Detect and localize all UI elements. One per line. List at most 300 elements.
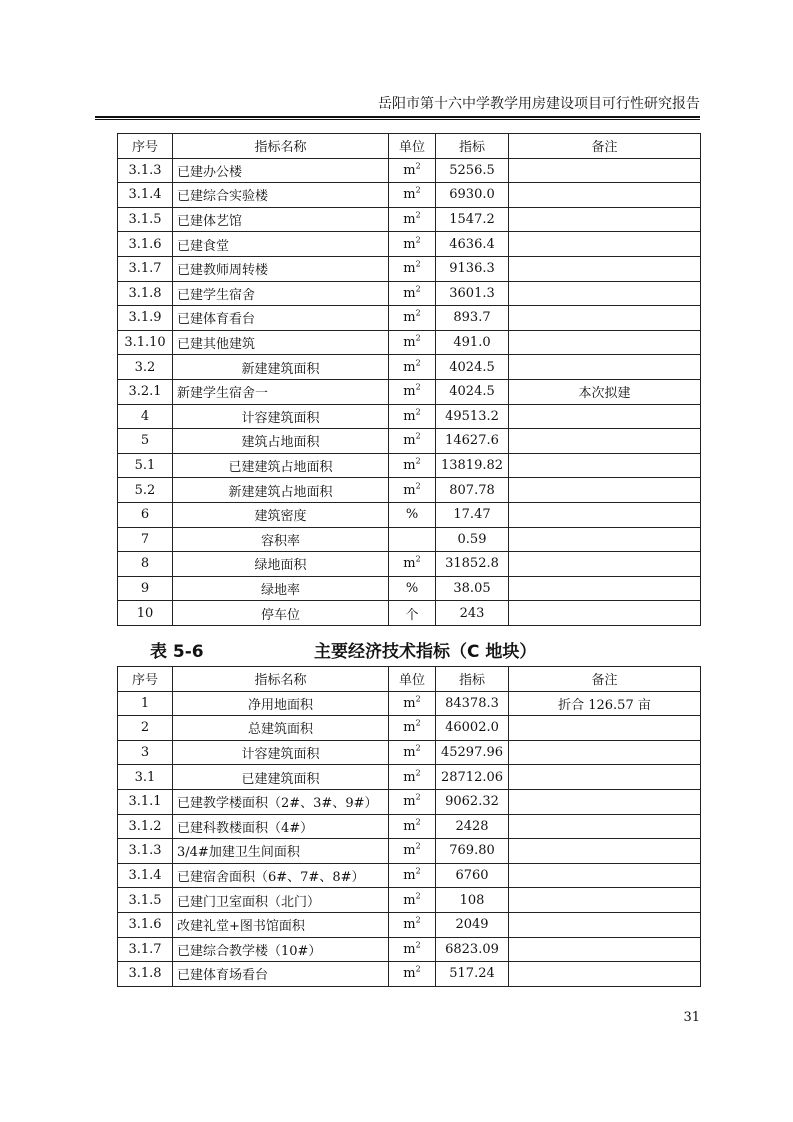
indicator-value-text: 38.05: [453, 580, 491, 596]
indicator-name-cell: [173, 789, 389, 814]
row-number-text: 3.1.4: [128, 187, 162, 203]
unit-cell: [389, 962, 436, 987]
indicator-name-text: 停车位: [260, 607, 300, 623]
indicator-value-text: 5256.5: [449, 162, 495, 178]
row-number-cell: [118, 429, 173, 454]
indicator-value-cell: [436, 601, 509, 626]
unit-superscript: 2: [415, 719, 421, 729]
indicator-value-cell: [436, 527, 509, 552]
unit-text: m: [403, 285, 416, 301]
indicator-value-cell: [436, 404, 509, 429]
unit-cell: [389, 502, 436, 527]
indicator-value-cell: [436, 888, 509, 913]
remark-cell: [509, 552, 701, 577]
row-number-text: 5: [140, 433, 150, 449]
indicator-name-cell: [173, 691, 389, 716]
unit-cell: [389, 863, 436, 888]
row-number-cell: [118, 527, 173, 552]
row-number-cell: [118, 502, 173, 527]
unit-cell: [389, 839, 436, 864]
remark-cell: [509, 232, 701, 257]
indicator-name-cell: [173, 765, 389, 790]
unit-text: m: [403, 556, 416, 572]
indicator-name-cell: [173, 232, 389, 257]
indicator-value-cell: [436, 478, 509, 503]
header-unit: 单位: [389, 134, 436, 159]
indicator-value-cell: [436, 330, 509, 355]
unit-superscript: 2: [415, 284, 421, 294]
row-number-cell: [118, 207, 173, 232]
unit-superscript: 2: [415, 186, 421, 196]
unit-cell: [389, 429, 436, 454]
row-number-text: 5.1: [134, 458, 156, 474]
table-row: [118, 281, 701, 306]
indicator-name-cell: [173, 937, 389, 962]
indicator-name-cell: [173, 814, 389, 839]
row-number-cell: [118, 740, 173, 765]
indicator-value-text: 491.0: [453, 335, 491, 351]
indicator-value-cell: [436, 429, 509, 454]
row-number-text: 3.1: [134, 769, 156, 785]
indicator-value-cell: [436, 158, 509, 183]
row-number-text: 3: [140, 745, 150, 761]
table-row: [118, 814, 701, 839]
unit-text: m: [403, 917, 416, 933]
indicator-name-cell: [173, 478, 389, 503]
unit-superscript: 2: [415, 481, 421, 491]
table-row: [118, 888, 701, 913]
row-number-cell: [118, 912, 173, 937]
row-number-cell: [118, 888, 173, 913]
unit-superscript: 2: [415, 940, 421, 950]
remark-cell: [509, 937, 701, 962]
row-number-text: 4: [140, 408, 150, 424]
table-row: [118, 576, 701, 601]
header-unit: 单位: [389, 667, 436, 692]
unit-cell: [389, 306, 436, 331]
indicator-name-text: 建筑密度: [254, 509, 307, 525]
indicator-value-cell: [436, 502, 509, 527]
row-number-cell: [118, 601, 173, 626]
table-row: [118, 962, 701, 987]
unit-cell: [389, 576, 436, 601]
unit-superscript: 2: [415, 333, 421, 343]
unit-cell: [389, 478, 436, 503]
unit-superscript: 2: [415, 456, 421, 466]
unit-text: m: [403, 966, 416, 982]
row-number-text: 3.1.4: [128, 868, 162, 884]
table-row: [118, 404, 701, 429]
unit-cell: [389, 740, 436, 765]
unit-text: %: [405, 507, 419, 523]
indicator-name-text: 已建教师周转楼: [177, 263, 269, 279]
row-number-cell: [118, 330, 173, 355]
running-header: 岳阳市第十六中学教学用房建设项目可行性研究报告: [378, 96, 700, 112]
indicator-value-text: 28712.06: [440, 769, 504, 785]
remark-cell: [509, 740, 701, 765]
table-header-row: [118, 134, 701, 159]
row-number-cell: [118, 716, 173, 741]
indicator-value-cell: [436, 232, 509, 257]
unit-superscript: 2: [415, 743, 421, 753]
indicator-value-cell: [436, 691, 509, 716]
indicator-value-text: 6930.0: [449, 187, 495, 203]
indicator-name-cell: [173, 330, 389, 355]
unit-superscript: 2: [415, 694, 421, 704]
row-number-text: 3.1.3: [128, 162, 162, 178]
unit-text: m: [403, 433, 416, 449]
unit-superscript: 2: [415, 965, 421, 975]
row-number-cell: [118, 814, 173, 839]
table-row: [118, 601, 701, 626]
indicator-name-text: 新建建筑面积: [241, 361, 320, 377]
unit-superscript: 2: [415, 792, 421, 802]
table-row: [118, 839, 701, 864]
indicator-name-text: 净用地面积: [247, 697, 313, 713]
indicator-name-cell: [173, 256, 389, 281]
remark-cell: [509, 281, 701, 306]
table-row: [118, 306, 701, 331]
indicator-name-cell: [173, 281, 389, 306]
header-row-number: 序号: [118, 134, 173, 159]
indicator-value-text: 243: [459, 605, 485, 621]
table-row: [118, 232, 701, 257]
remark-cell: [509, 888, 701, 913]
header-rule: [95, 119, 700, 120]
indicator-name-cell: [173, 552, 389, 577]
row-number-text: 3.1.3: [128, 843, 162, 859]
table-header-row: [118, 667, 701, 692]
remark-cell: [509, 527, 701, 552]
indicator-name-text: 计容建筑面积: [241, 747, 320, 763]
unit-superscript: 2: [415, 358, 421, 368]
row-number-cell: [118, 453, 173, 478]
indicator-name-text: 已建科教楼面积（4#）: [177, 820, 314, 836]
indicator-name-cell: [173, 404, 389, 429]
indicator-value-text: 0.59: [457, 531, 487, 547]
table-row: [118, 740, 701, 765]
unit-superscript: 2: [415, 842, 421, 852]
remark-cell: [509, 429, 701, 454]
table-row: [118, 158, 701, 183]
row-number-text: 3.1.5: [128, 212, 162, 228]
unit-cell: [389, 256, 436, 281]
indicator-value-cell: [436, 839, 509, 864]
unit-text: m: [403, 769, 416, 785]
row-number-cell: [118, 839, 173, 864]
indicator-name-text: 绿地面积: [254, 558, 307, 574]
header-indicator-name: 指标名称: [173, 667, 389, 692]
indicator-value-text: 84378.3: [445, 695, 499, 711]
row-number-cell: [118, 962, 173, 987]
indicator-value-text: 13819.82: [440, 458, 504, 474]
row-number-cell: [118, 691, 173, 716]
remark-cell: [509, 478, 701, 503]
indicator-table-continued: [117, 133, 701, 626]
indicator-name-text: 已建综合实验楼: [177, 189, 269, 205]
table-row: [118, 183, 701, 208]
indicator-value-text: 807.78: [449, 482, 495, 498]
indicator-value-text: 9062.32: [445, 794, 499, 810]
header-rule: [95, 116, 700, 118]
unit-cell: [389, 765, 436, 790]
row-number-cell: [118, 552, 173, 577]
remark-cell: [509, 306, 701, 331]
indicator-value-text: 4024.5: [449, 359, 495, 375]
table-row: [118, 478, 701, 503]
row-number-text: 3.1.7: [128, 261, 162, 277]
row-number-cell: [118, 789, 173, 814]
indicator-name-cell: [173, 740, 389, 765]
unit-cell: [389, 691, 436, 716]
indicator-value-text: 6760: [455, 868, 489, 884]
indicator-name-text: 已建体艺馆: [177, 214, 243, 230]
remark-cell: [509, 716, 701, 741]
remark-cell: [509, 765, 701, 790]
row-number-text: 1: [140, 695, 150, 711]
row-number-text: 3.2.1: [128, 384, 162, 400]
indicator-value-cell: [436, 256, 509, 281]
table-row: [118, 691, 701, 716]
unit-superscript: 2: [415, 309, 421, 319]
indicator-name-text: 已建体育看台: [177, 312, 256, 328]
indicator-name-cell: [173, 888, 389, 913]
remark-cell: [509, 576, 701, 601]
unit-superscript: 2: [415, 235, 421, 245]
unit-superscript: 2: [415, 382, 421, 392]
row-number-text: 3.1.9: [128, 310, 162, 326]
indicator-name-text: 已建办公楼: [177, 164, 243, 180]
indicator-value-text: 2428: [455, 818, 489, 834]
unit-superscript: 2: [415, 817, 421, 827]
indicator-name-text: 建筑占地面积: [241, 435, 320, 451]
indicator-name-cell: [173, 863, 389, 888]
unit-text: m: [403, 843, 416, 859]
remark-cell: [509, 355, 701, 380]
indicator-table-c-plot: [117, 666, 701, 987]
unit-superscript: 2: [415, 210, 421, 220]
indicator-value-cell: [436, 716, 509, 741]
remark-cell: [509, 912, 701, 937]
table-row: [118, 863, 701, 888]
row-number-cell: [118, 937, 173, 962]
indicator-value-text: 108: [459, 892, 485, 908]
unit-text: m: [403, 359, 416, 375]
indicator-value-text: 31852.8: [445, 556, 499, 572]
indicator-value-text: 14627.6: [445, 433, 499, 449]
indicator-value-cell: [436, 789, 509, 814]
indicator-value-cell: [436, 765, 509, 790]
row-number-cell: [118, 404, 173, 429]
row-number-cell: [118, 355, 173, 380]
row-number-cell: [118, 158, 173, 183]
indicator-value-cell: [436, 355, 509, 380]
indicator-name-cell: [173, 601, 389, 626]
indicator-name-cell: [173, 158, 389, 183]
indicator-value-text: 49513.2: [445, 408, 499, 424]
unit-text: m: [403, 458, 416, 474]
table-row: [118, 527, 701, 552]
indicator-value-text: 4636.4: [449, 236, 495, 252]
unit-text: 个: [405, 607, 419, 623]
unit-superscript: 2: [415, 407, 421, 417]
row-number-text: 3.1.6: [128, 236, 162, 252]
indicator-value-cell: [436, 306, 509, 331]
table-row: [118, 453, 701, 478]
indicator-name-cell: [173, 306, 389, 331]
unit-text: m: [403, 162, 416, 178]
table-title: 主要经济技术指标（C 地块）: [314, 642, 537, 662]
unit-cell: [389, 207, 436, 232]
indicator-name-text: 已建门卫室面积（北门）: [177, 894, 321, 910]
unit-text: m: [403, 868, 416, 884]
unit-cell: [389, 888, 436, 913]
row-number-cell: [118, 379, 173, 404]
remark-cell: [509, 379, 701, 404]
unit-text: m: [403, 236, 416, 252]
row-number-text: 10: [136, 605, 154, 621]
indicator-name-text: 已建食堂: [177, 238, 230, 254]
unit-superscript: 2: [415, 555, 421, 565]
indicator-value-text: 9136.3: [449, 261, 495, 277]
indicator-value-text: 45297.96: [440, 745, 504, 761]
indicator-name-text: 新建建筑占地面积: [228, 484, 333, 500]
row-number-text: 6: [140, 507, 150, 523]
remark-cell: [509, 330, 701, 355]
unit-superscript: 2: [415, 259, 421, 269]
unit-text: m: [403, 794, 416, 810]
indicator-value-text: 1547.2: [449, 212, 495, 228]
unit-cell: [389, 355, 436, 380]
indicator-value-cell: [436, 379, 509, 404]
unit-cell: [389, 552, 436, 577]
remark-cell: [509, 962, 701, 987]
indicator-value-text: 517.24: [449, 966, 495, 982]
indicator-name-text: 总建筑面积: [247, 722, 313, 738]
indicator-value-text: 46002.0: [445, 720, 499, 736]
indicator-value-cell: [436, 552, 509, 577]
indicator-value-cell: [436, 576, 509, 601]
indicator-value-text: 3601.3: [449, 285, 495, 301]
row-number-text: 3.1.10: [124, 335, 166, 351]
row-number-text: 3.1.5: [128, 892, 162, 908]
row-number-cell: [118, 765, 173, 790]
unit-text: m: [403, 335, 416, 351]
indicator-name-cell: [173, 355, 389, 380]
indicator-name-text: 容积率: [260, 533, 300, 549]
unit-text: m: [403, 212, 416, 228]
table-row: [118, 355, 701, 380]
unit-cell: [389, 601, 436, 626]
unit-cell: [389, 912, 436, 937]
header-row-number: 序号: [118, 667, 173, 692]
unit-superscript: 2: [415, 891, 421, 901]
remark-cell: [509, 691, 701, 716]
indicator-value-text: 6823.09: [445, 941, 499, 957]
indicator-name-cell: [173, 429, 389, 454]
table-row: [118, 379, 701, 404]
remark-cell: [509, 814, 701, 839]
unit-text: %: [405, 580, 419, 596]
table-row: [118, 502, 701, 527]
unit-text: m: [403, 695, 416, 711]
indicator-value-text: 2049: [455, 917, 489, 933]
indicator-value-text: 893.7: [453, 310, 491, 326]
unit-cell: [389, 789, 436, 814]
unit-superscript: 2: [415, 432, 421, 442]
row-number-cell: [118, 281, 173, 306]
unit-cell: [389, 379, 436, 404]
unit-superscript: 2: [415, 866, 421, 876]
table-caption: [117, 635, 700, 662]
table-row: [118, 330, 701, 355]
indicator-name-cell: [173, 453, 389, 478]
row-number-cell: [118, 478, 173, 503]
unit-cell: [389, 937, 436, 962]
indicator-value-cell: [436, 912, 509, 937]
indicator-name-cell: [173, 502, 389, 527]
remark-cell: [509, 863, 701, 888]
unit-cell: [389, 716, 436, 741]
unit-text: m: [403, 818, 416, 834]
table-number: 表 5-6: [150, 642, 204, 662]
indicator-name-text: 3/4#加建卫生间面积: [177, 845, 300, 861]
row-number-text: 9: [140, 580, 150, 596]
remark-cell: [509, 183, 701, 208]
indicator-name-text: 已建建筑占地面积: [228, 460, 333, 476]
indicator-value-cell: [436, 814, 509, 839]
remark-cell: [509, 502, 701, 527]
remark-cell: [509, 207, 701, 232]
indicator-value-cell: [436, 740, 509, 765]
unit-cell: [389, 453, 436, 478]
unit-text: m: [403, 384, 416, 400]
table-row: [118, 912, 701, 937]
unit-cell: [389, 183, 436, 208]
indicator-value-text: 17.47: [453, 507, 491, 523]
row-number-text: 3.1.8: [128, 285, 162, 301]
indicator-name-text: 绿地率: [260, 582, 300, 598]
row-number-cell: [118, 256, 173, 281]
table-row: [118, 937, 701, 962]
indicator-value-cell: [436, 453, 509, 478]
indicator-name-text: 已建其他建筑: [177, 337, 256, 353]
indicator-name-cell: [173, 379, 389, 404]
header-indicator-value: 指标: [436, 134, 509, 159]
row-number-text: 3.1.7: [128, 941, 162, 957]
row-number-cell: [118, 183, 173, 208]
indicator-name-cell: [173, 716, 389, 741]
row-number-text: 5.2: [134, 482, 156, 498]
remark-cell: [509, 839, 701, 864]
row-number-text: 3.2: [134, 359, 156, 375]
table-row: [118, 765, 701, 790]
table-row: [118, 716, 701, 741]
unit-text: m: [403, 408, 416, 424]
remark-cell: [509, 453, 701, 478]
row-number-text: 3.1.2: [128, 818, 162, 834]
unit-superscript: 2: [415, 915, 421, 925]
table-row: [118, 429, 701, 454]
indicator-name-cell: [173, 207, 389, 232]
indicator-value-cell: [436, 962, 509, 987]
indicator-value-cell: [436, 281, 509, 306]
unit-cell: [389, 404, 436, 429]
row-number-cell: [118, 576, 173, 601]
indicator-name-cell: [173, 962, 389, 987]
indicator-value-cell: [436, 863, 509, 888]
unit-superscript: 2: [415, 768, 421, 778]
